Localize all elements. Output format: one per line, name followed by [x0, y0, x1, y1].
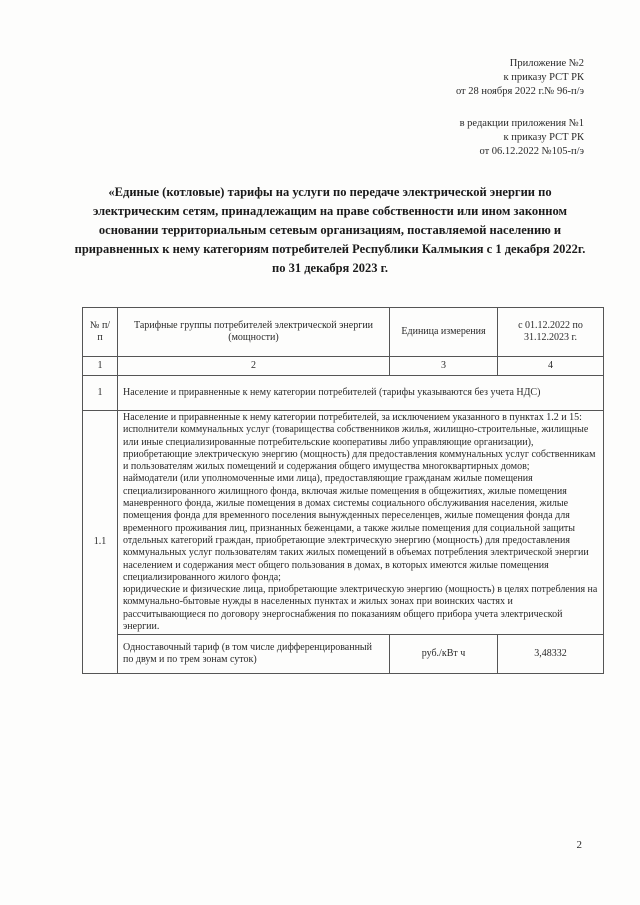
header-unit: Единица измерения	[390, 308, 498, 357]
section-title: Население и приравненные к нему категории потребителей (тарифы указываются без учета НДС)	[118, 376, 604, 411]
consumer-description	[118, 411, 604, 635]
page-number: 2	[576, 839, 582, 851]
description-paragraph: юридические и физические лица, приобретающие электрическую энергию (мощность) в целях потребления на коммунально-бытовые нужды в населенных пунктах и жилых зонах при воинских частях и рассчитывающиеся по договору энергоснабжения по показаниям общего прибора учета электрической энергии.	[123, 584, 598, 633]
appendix-reference	[456, 57, 584, 99]
header-period: с 01.12.2022 по 31.12.2023 г.	[498, 308, 604, 357]
tariff-name: Одноставочный тариф (в том числе дифференцированный по двум и по трем зонам суток)	[118, 635, 390, 674]
column-number: 1	[83, 357, 118, 376]
edition-line: от 06.12.2022 №105-п/э	[479, 146, 584, 157]
column-number: 2	[118, 357, 390, 376]
appendix-line: Приложение №2	[509, 58, 584, 69]
column-number: 4	[498, 357, 604, 376]
table-row	[83, 635, 604, 674]
row-number: 1	[83, 376, 118, 411]
document-title: «Единые (котловые) тарифы на услуги по передаче электрической энергии по электрическим сетям, принадлежащим на праве собственности или ином законном основании территориальным сетевым организациям, поставляемой населению и приравненных к нему категориям потребителей Республики Калмыкия с 1 декабря 2022г. по 31 декабря 2023 г.	[74, 185, 586, 275]
appendix-line: от 28 ноября 2022 г.№ 96-п/э	[455, 86, 584, 97]
tariff-table	[82, 307, 604, 674]
tariff-value: 3,48332	[498, 635, 604, 674]
edition-line: в редакции приложения №1	[459, 118, 584, 129]
table-row	[83, 411, 604, 635]
tariff-unit: руб./кВт ч	[390, 635, 498, 674]
edition-line: к приказу РСТ РК	[503, 132, 584, 143]
table-header-row	[83, 308, 604, 357]
description-paragraph: Население и приравненные к нему категории потребителей, за исключением указанного в пунктах 1.2 и 15:	[123, 412, 582, 423]
column-number: 3	[390, 357, 498, 376]
description-paragraph: исполнители коммунальных услуг (товарищества собственников жилья, жилищно-строительные, жилищные или иные специализированные потребительские кооперативы либо управляющие организации), приобретающие электрическую энергию (мощность) для предоставления коммунальных услуг собственникам и пользователям жилых помещений и содержания общего имущества многоквартирных домов;	[123, 424, 596, 473]
appendix-line: к приказу РСТ РК	[503, 72, 584, 83]
table-row	[83, 376, 604, 411]
edition-reference	[460, 117, 584, 159]
description-paragraph: наймодатели (или уполномоченные ими лица), предоставляющие гражданам жилые помещения специализированного жилищного фонда, включая жилые помещения в общежитиях, жилые помещения маневренного фонда, жилые помещения в домах системы социального обслуживания населения, жилые помещения фонда для временного поселения вынужденных переселенцев, жилые помещения фонда для временного проживания лиц, признанных беженцами, а также жилые помещения для социальной защиты отдельных категорий граждан, приобретающие электрическую энергию (мощность) для предоставления коммунальных услуг пользователям таких жилых помещений в объемах потребления электрической энергии населением и содержания мест общего пользования в домах, в которых имеются жилые помещения специализированного жилого фонда;	[123, 473, 589, 583]
header-groups: Тарифные группы потребителей электрической энергии (мощности)	[118, 308, 390, 357]
column-number-row	[83, 357, 604, 376]
row-number: 1.1	[83, 411, 118, 674]
header-num: № п/п	[83, 308, 118, 357]
